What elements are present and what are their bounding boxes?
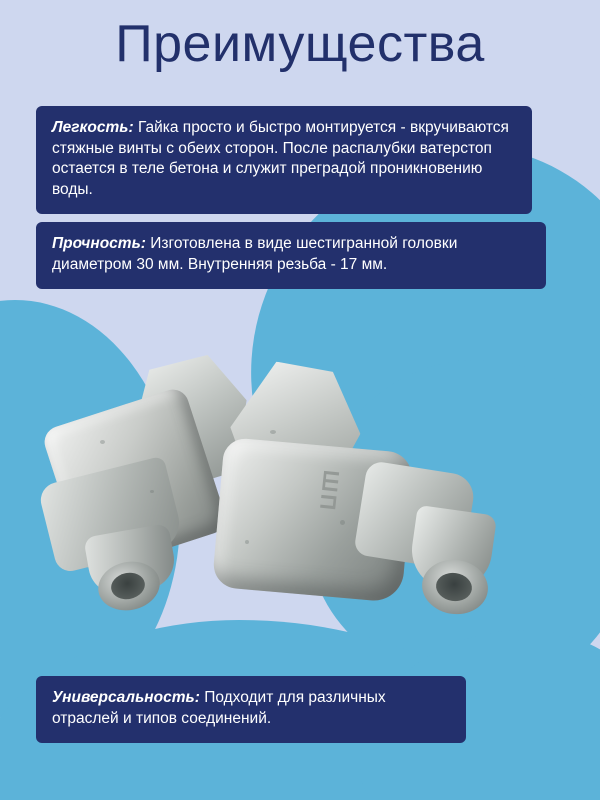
benefit-card-versatility-text: Подходит для различных отраслей и типов соединений. (52, 689, 386, 727)
benefit-card-versatility (36, 676, 466, 743)
surface-speck (340, 520, 345, 525)
benefit-card-lightness-text: Гайка просто и быстро монтируется - вкручиваются стяжные винты с обеих сторон. После распалубки ватерстоп остается в теле бетона и служит преградой проникновению воды. (52, 119, 509, 198)
benefit-card-strength-lead: Прочность: (52, 235, 146, 252)
surface-speck (150, 490, 154, 493)
benefit-card-lightness-lead: Легкость: (52, 119, 134, 136)
surface-speck (100, 440, 105, 444)
benefit-card-strength-text: Изготовлена в виде шестигранной головки диаметром 30 мм. Внутренняя резьба - 17 мм. (52, 235, 458, 273)
benefit-card-versatility-lead: Универсальность: (52, 689, 200, 706)
page-title: Преимущества (115, 15, 485, 73)
product-photo (40, 350, 520, 660)
benefit-card-lightness (36, 106, 532, 214)
product-stamp-text: ШП (314, 468, 345, 514)
benefit-card-strength (36, 222, 546, 289)
surface-speck (270, 430, 276, 434)
surface-speck (245, 540, 249, 544)
